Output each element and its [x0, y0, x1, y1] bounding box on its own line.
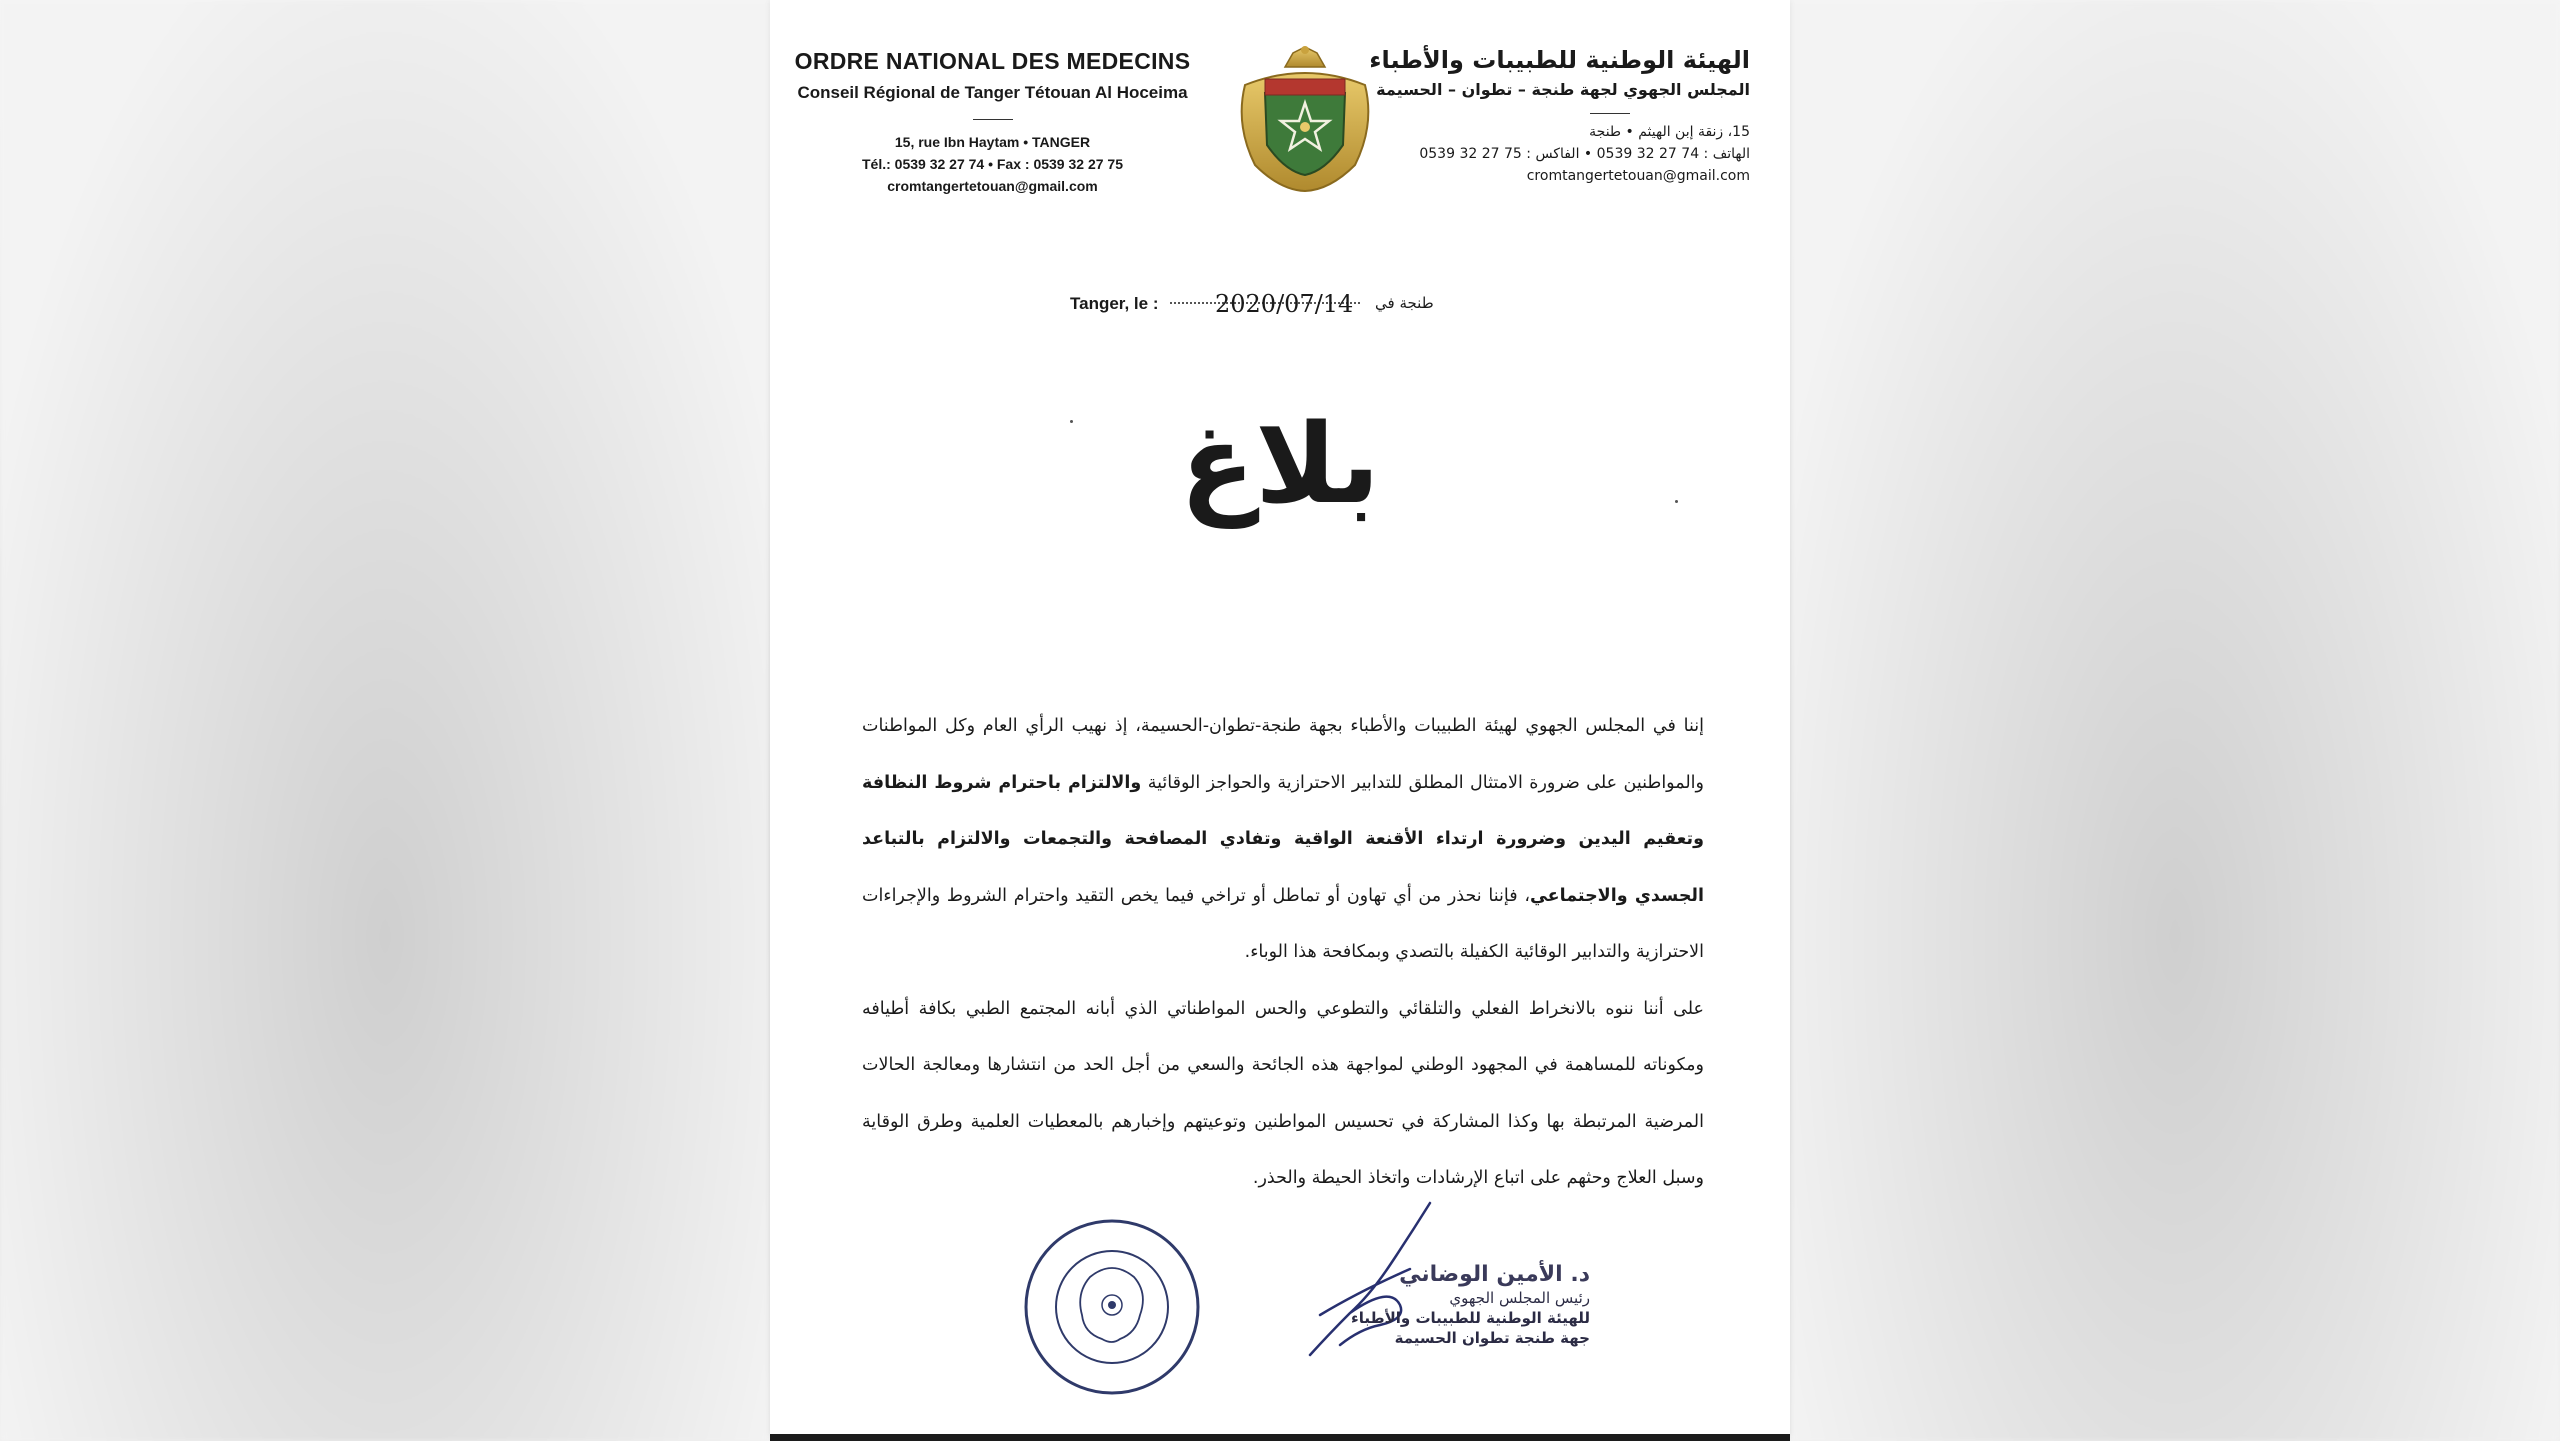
document-heading: بلاغ	[1180, 400, 1380, 528]
email-ar: cromtangertetouan@gmail.com	[1526, 168, 1750, 184]
signatory-name: د. الأمين الوضاني	[1399, 1262, 1590, 1287]
paragraph-1-bold-text: والالتزام باحترام شروط النظافة وتعقيم اليدين وضرورة ارتداء الأقنعة الواقية وتفادي المصافحة والتجمعات والالتزام بالتباعد الجسدي والاجتماعي	[862, 772, 1704, 906]
divider	[973, 119, 1013, 120]
scan-speck	[1675, 500, 1678, 503]
paragraph-1-text-end: ، فإننا نحذر من أي تهاون أو تماطل أو تراخي فيما يخص التقيد واحترام الشروط والإجراءات الاحترازية والتدابير الوقائية الكفيلة بالتصدي وبمكافحة هذا الوباء.	[862, 885, 1704, 962]
signatory-region: جهة طنجة تطوان الحسيمة	[1394, 1329, 1590, 1347]
address-fr: 15, rue Ibn Haytam • TANGER	[894, 134, 1091, 150]
signatory-org: للهيئة الوطنية للطبيبات والأطباء	[1351, 1309, 1590, 1327]
council-name-ar: المجلس الجهوي لجهة طنجة – تطوان – الحسيمة	[1376, 80, 1750, 99]
date-label-ar: طنجة في	[1375, 294, 1434, 312]
date-value: 2020/07/14	[1215, 290, 1354, 318]
letterhead-french	[770, 48, 1215, 194]
divider	[1590, 113, 1630, 114]
scan-speck	[1070, 420, 1073, 423]
communique-body	[862, 698, 1704, 1207]
paragraph-1-text: إننا في المجلس الجهوي لهيئة الطبيبات والأطباء بجهة طنجة-تطوان-الحسيمة، إذ نهيب الرأي العام وكل المواطنات والمواطنين على ضرورة الامتثال المطلق للتدابير الاحترازية والحواجز الوقائية	[862, 716, 1704, 793]
date-line	[1070, 292, 1570, 322]
council-stamp-icon	[1020, 1215, 1205, 1400]
phone-fax-ar: الهاتف : 74 27 32 0539 • الفاكس : 75 27 32 0539	[1419, 146, 1750, 162]
council-name-fr: Conseil Régional de Tanger Tétouan Al Hoceima	[797, 83, 1188, 102]
date-label-fr: Tanger, le :	[1070, 294, 1159, 313]
page-bottom-edge	[770, 1434, 1790, 1441]
org-title-fr: ORDRE NATIONAL DES MEDECINS	[794, 48, 1191, 74]
blurred-background-left	[0, 0, 770, 1441]
org-title-ar: الهيئة الوطنية للطبيبات والأطباء	[1369, 46, 1750, 74]
paragraph-2-text: على أننا ننوه بالانخراط الفعلي والتلقائي والتطوعي والحس المواطناتي الذي أبانه المجتمع الطبي بكافة أطيافه ومكوناته للمساهمة في المجهود الوطني لمواجهة هذه الجائحة والسعي من أجل الحد من انتشارها ومعالجة الحالات المرضية المرتبطة بها وكذا المشاركة في تحسيس المواطنين وتوعيتهم وإخبارهم بالمعطيات العلمية وطرق الوقاية وسبل العلاج وحثهم على اتباع الإرشادات واتخاذ الحيطة والحذر.	[862, 998, 1704, 1188]
signatory-role: رئيس المجلس الجهوي	[1449, 1289, 1590, 1307]
email-fr: cromtangertetouan@gmail.com	[887, 178, 1098, 194]
blurred-background-right	[1790, 0, 2560, 1441]
document-page	[770, 0, 1790, 1436]
letterhead-arabic	[1350, 46, 1750, 184]
address-ar: 15، زنقة إبن الهيثم • طنجة	[1589, 124, 1750, 140]
signature-block	[1265, 1262, 1590, 1347]
phone-fax-fr: Tél.: 0539 32 27 74 • Fax : 0539 32 27 75	[862, 156, 1123, 172]
